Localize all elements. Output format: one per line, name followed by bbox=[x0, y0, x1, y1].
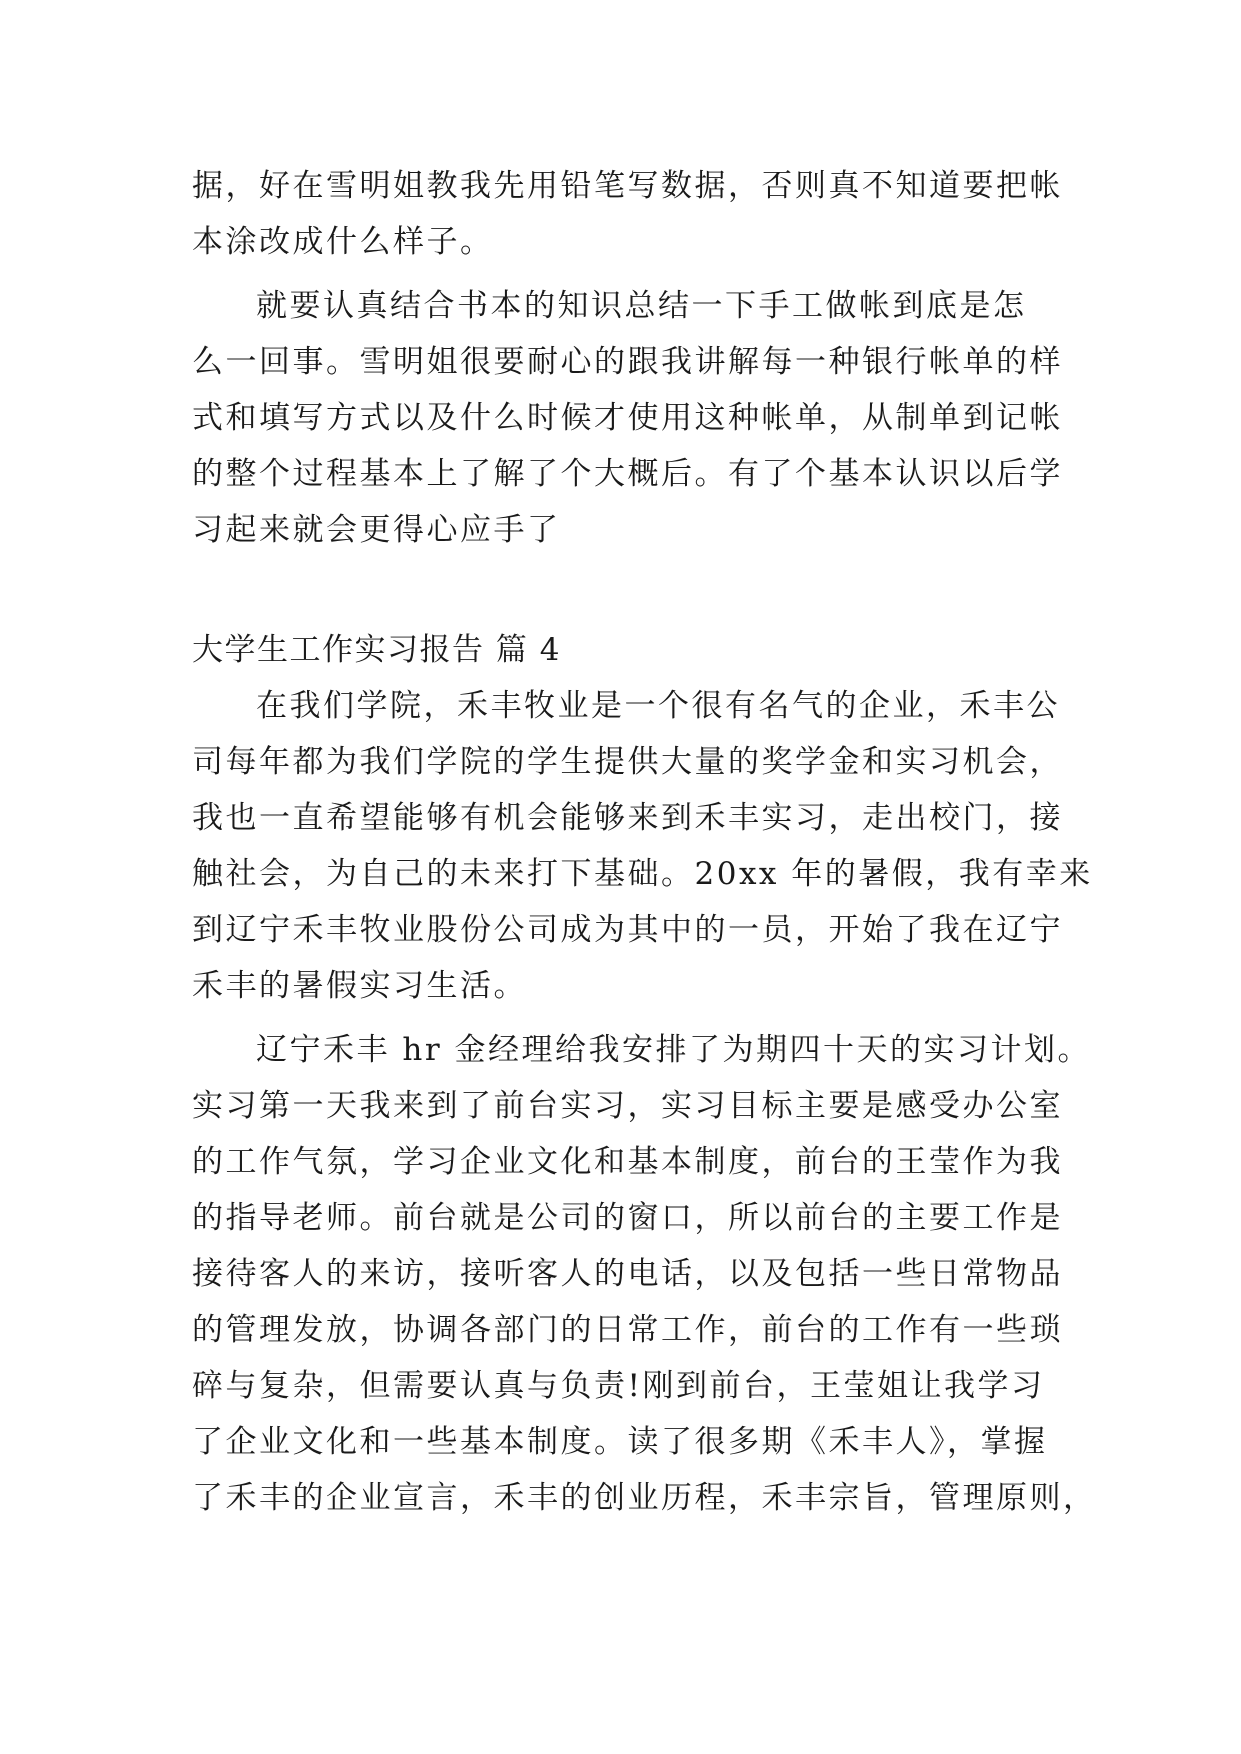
body-text-line: 的工作气氛，学习企业文化和基本制度，前台的王莹作为我 bbox=[192, 1144, 1063, 1180]
paragraph-first-line: 辽宁禾丰 hr 金经理给我安排了为期四十天的实习计划。 bbox=[256, 1032, 1091, 1068]
body-text-line: 习起来就会更得心应手了 bbox=[192, 512, 561, 548]
body-text-line: 本涂改成什么样子。 bbox=[192, 224, 494, 260]
body-text-line: 触社会，为自己的未来打下基础。20xx 年的暑假，我有幸来 bbox=[192, 856, 1093, 892]
body-text-line: 碎与复杂，但需要认真与负责!刚到前台，王莹姐让我学习 bbox=[192, 1368, 1045, 1404]
body-text-line: 的指导老师。前台就是公司的窗口，所以前台的主要工作是 bbox=[192, 1200, 1063, 1236]
body-text-line: 了企业文化和一些基本制度。读了很多期《禾丰人》，掌握 bbox=[192, 1424, 1048, 1460]
body-text-line: 实习第一天我来到了前台实习，实习目标主要是感受办公室 bbox=[192, 1088, 1063, 1124]
section-heading: 大学生工作实习报告 篇 4 bbox=[192, 632, 561, 668]
paragraph-first-line: 就要认真结合书本的知识总结一下手工做帐到底是怎 bbox=[256, 288, 1027, 324]
body-text-line: 式和填写方式以及什么时候才使用这种帐单，从制单到记帐 bbox=[192, 400, 1063, 436]
body-text-line: 到辽宁禾丰牧业股份公司成为其中的一员，开始了我在辽宁 bbox=[192, 912, 1063, 948]
body-text-line: 据，好在雪明姐教我先用铅笔写数据，否则真不知道要把帐 bbox=[192, 168, 1063, 204]
body-text-line: 禾丰的暑假实习生活。 bbox=[192, 968, 527, 1004]
paragraph-first-line: 在我们学院，禾丰牧业是一个很有名气的企业，禾丰公 bbox=[256, 688, 1060, 724]
body-text-line: 接待客人的来访，接听客人的电话，以及包括一些日常物品 bbox=[192, 1256, 1063, 1292]
body-text-line: 司每年都为我们学院的学生提供大量的奖学金和实习机会， bbox=[192, 744, 1063, 780]
body-text-line: 我也一直希望能够有机会能够来到禾丰实习，走出校门，接 bbox=[192, 800, 1063, 836]
body-text-line: 的管理发放，协调各部门的日常工作，前台的工作有一些琐 bbox=[192, 1312, 1063, 1348]
body-text-line: 的整个过程基本上了解了个大概后。有了个基本认识以后学 bbox=[192, 456, 1063, 492]
body-text-line: 么一回事。雪明姐很要耐心的跟我讲解每一种银行帐单的样 bbox=[192, 344, 1063, 380]
body-text-line: 了禾丰的企业宣言，禾丰的创业历程，禾丰宗旨，管理原则， bbox=[192, 1480, 1097, 1516]
